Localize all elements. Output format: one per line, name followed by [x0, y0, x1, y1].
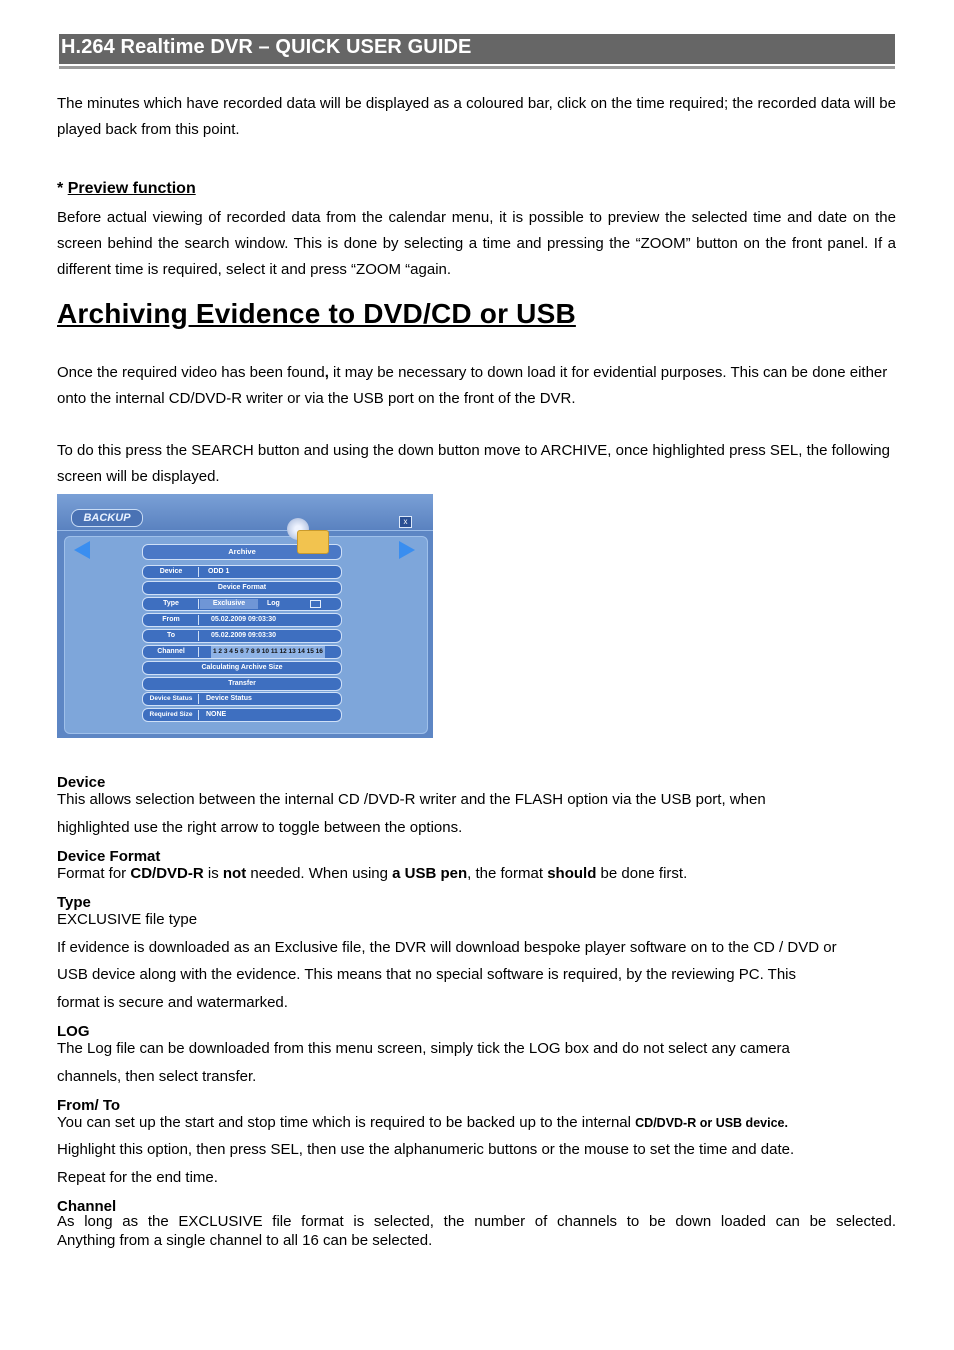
from-row[interactable]	[142, 613, 342, 627]
format-text-5: be done first.	[596, 865, 688, 882]
channel-heading: Channel	[57, 1198, 117, 1215]
preview-title: Preview function	[67, 180, 196, 197]
row-separator	[198, 615, 199, 625]
to-value: 05.02.2009 09:03:30	[211, 632, 276, 639]
row-separator	[198, 599, 199, 609]
device-label: Device	[159, 568, 183, 575]
required-size-row	[142, 708, 342, 722]
row-separator	[198, 710, 199, 720]
row-separator	[198, 694, 199, 704]
header-rule	[59, 66, 895, 69]
log-heading: LOG	[57, 1023, 90, 1040]
type-heading: Type	[57, 894, 91, 911]
format-bold-2: not	[222, 865, 247, 882]
fromto-heading: From/ To	[57, 1097, 121, 1114]
device-status-label: Device Status	[149, 695, 193, 702]
archiving-p1-part-a: Once the required video has been found	[57, 364, 325, 381]
format-text-1: Format for	[57, 865, 131, 882]
page-title: H.264 Realtime DVR – QUICK USER GUIDE	[61, 36, 472, 58]
calculate-size-button[interactable]: Calculating Archive Size	[142, 661, 342, 675]
format-text-2: is	[203, 865, 223, 882]
type-line-1: EXCLUSIVE file type	[57, 911, 198, 928]
type-line-2: If evidence is downloaded as an Exclusive file, the DVR will download bespoke player software on to the CD / DVD or	[57, 939, 837, 956]
device-row[interactable]	[142, 565, 342, 579]
required-size-label: Required Size	[149, 711, 193, 718]
channel-value: 1 2 3 4 5 6 7 8 9 10 11 12 13 14 15 16	[211, 646, 325, 658]
device-line-1: This allows selection between the internal CD /DVD-R writer and the FLASH option via the USB port, when	[57, 791, 766, 808]
archiving-p1-comma: ,	[324, 364, 329, 381]
type-label: Type	[163, 600, 179, 607]
row-separator	[198, 631, 199, 641]
page-header	[59, 34, 895, 64]
device-line-2: highlighted use the right arrow to toggle between the options.	[57, 819, 463, 836]
from-value: 05.02.2009 09:03:30	[211, 616, 276, 623]
type-line-3: USB device along with the evidence. This means that no special software is required, by the reviewing PC. This	[57, 966, 796, 983]
format-bold-3: a USB pen	[392, 865, 468, 882]
archiving-paragraph-2: To do this press the SEARCH button and using the down button move to ARCHIVE, once highlighted press SEL, the following screen will be displayed.	[57, 442, 890, 485]
channel-label: Channel	[157, 648, 185, 655]
row-separator	[198, 567, 199, 577]
archive-button[interactable]: Archive	[142, 544, 342, 560]
format-line	[57, 861, 896, 887]
device-heading: Device	[57, 774, 106, 791]
channel-row[interactable]	[142, 645, 342, 659]
preview-star: *	[57, 180, 64, 197]
transfer-button[interactable]: Transfer	[142, 677, 342, 691]
fromto-line-3: Repeat for the end time.	[57, 1169, 218, 1186]
row-separator	[198, 647, 199, 657]
log-line-1: The Log file can be downloaded from this menu screen, simply tick the LOG box and do not select any camera	[57, 1040, 790, 1057]
format-heading: Device Format	[57, 848, 161, 865]
device-status-row	[142, 692, 342, 706]
left-arrow-icon[interactable]	[74, 541, 90, 559]
type-exclusive-option[interactable]: Exclusive	[200, 599, 258, 609]
format-text-4: , the format	[467, 865, 548, 882]
type-line-4: format is secure and watermarked.	[57, 994, 288, 1011]
fromto-text: You can set up the start and stop time which is required to be backed up to the internal	[57, 1114, 636, 1131]
format-bold-4: should	[547, 865, 597, 882]
archiving-title: Archiving Evidence to DVD/CD or USB	[57, 298, 576, 329]
format-bold-1: CD/DVD-R	[130, 865, 204, 882]
channel-line-1: As long as the EXCLUSIVE file format is selected, the number of channels to be down loaded can be selected.	[57, 1213, 896, 1230]
channel-line-2: Anything from a single channel to all 16 can be selected.	[57, 1232, 433, 1249]
folder-icon	[297, 530, 329, 554]
backup-screen	[57, 494, 433, 738]
fromto-line-2: Highlight this option, then press SEL, then use the alphanumeric buttons or the mouse to set the time and date.	[57, 1141, 795, 1158]
preview-heading	[57, 180, 196, 198]
fromto-bold: CD/DVD-R or USB device.	[635, 1116, 788, 1130]
device-format-button[interactable]: Device Format	[142, 581, 342, 595]
to-label: To	[166, 632, 176, 639]
type-row[interactable]	[142, 597, 342, 611]
type-log-option[interactable]: Log	[267, 600, 280, 607]
preview-paragraph: Before actual viewing of recorded data from the calendar menu, it is possible to preview the selected time and date on the screen behind the search window. This is done by selecting a time and pressing the “ZOOM” button on the front panel. If a different time is required, select it and press “ZOOM “again.	[57, 209, 896, 278]
to-row[interactable]	[142, 629, 342, 643]
archiving-paragraph-1	[57, 360, 896, 412]
archiving-p1-part-b: it may be necessary to down load it for evidential purposes. This can be done either onto the internal CD/DVD-R writer or via the USB port on the front of the DVR.	[57, 364, 888, 407]
device-value: ODD 1	[208, 568, 230, 575]
log-line-2: channels, then select transfer.	[57, 1068, 257, 1085]
format-text-3: needed. When using	[246, 865, 393, 882]
log-checkbox[interactable]	[310, 600, 321, 608]
close-button[interactable]: x	[399, 516, 412, 528]
fromto-line-1	[57, 1110, 896, 1136]
device-status-value: Device Status	[206, 695, 252, 702]
from-label: From	[162, 616, 180, 623]
required-size-value: NONE	[206, 711, 227, 718]
right-arrow-icon[interactable]	[399, 541, 415, 559]
titlebar-divider	[57, 530, 433, 531]
intro-paragraph: The minutes which have recorded data will be displayed as a coloured bar, click on the time required; the recorded data will be played back from this point.	[57, 95, 896, 138]
backup-logo: BACKUP	[71, 509, 143, 527]
